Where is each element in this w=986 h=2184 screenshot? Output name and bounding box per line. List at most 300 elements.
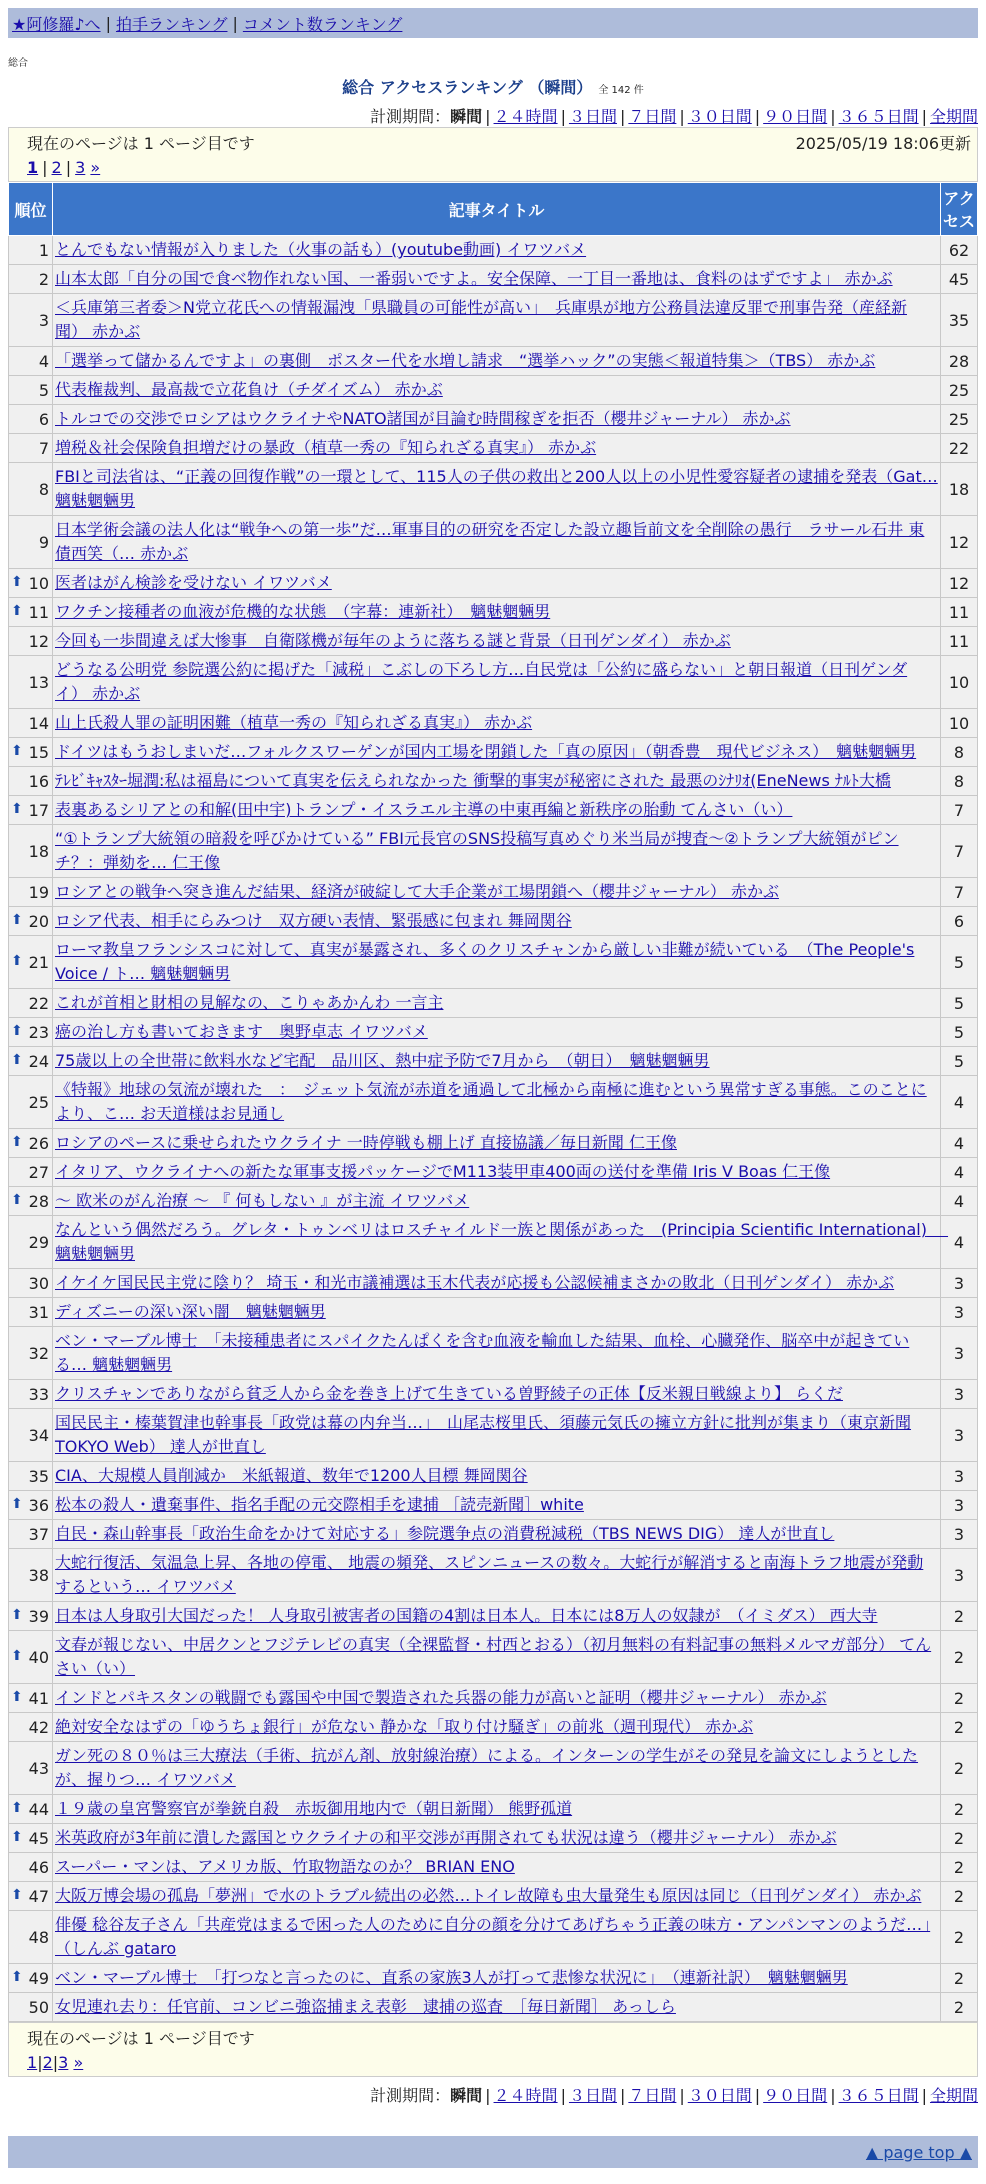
- access-count: 62: [941, 236, 978, 265]
- access-count: 45: [941, 265, 978, 294]
- rank-up-icon: ⬆: [11, 1191, 23, 1208]
- rank-up-icon: ⬆: [11, 911, 23, 928]
- access-count: 3: [941, 1269, 978, 1298]
- table-row: [9, 1269, 978, 1298]
- article-link[interactable]: FBIと司法省は、“正義の回復作戦”の一環として、115人の子供の救出と200人以上の小児性愛容疑者の逮捕を発表（Gat… 魑魅魍魎男: [55, 467, 938, 510]
- table-row: [9, 265, 978, 294]
- current-page-text: 現在のページは 1 ページ目です: [27, 2029, 255, 2048]
- title-header: 記事タイトル: [53, 183, 941, 236]
- article-link[interactable]: 代表権裁判、最高裁で立花負け（チダイズム） 赤かぶ: [55, 380, 443, 399]
- table-row: [9, 1380, 978, 1409]
- period-link-4[interactable]: ９０日間: [763, 2086, 828, 2105]
- period-link-3[interactable]: ３０日間: [687, 2086, 752, 2105]
- footer-bar: [8, 2136, 978, 2168]
- rank-number: 50: [28, 1997, 49, 2017]
- access-count: 11: [941, 598, 978, 627]
- rank-number: 1: [38, 240, 49, 260]
- article-link[interactable]: 《特報》地球の気流が壊れた ： ジェット気流が赤道を通過して北極から南極に進むという異常すぎる事態。このことにより、こ… お天道様はお見通し: [55, 1080, 927, 1123]
- rank-number: 5: [38, 380, 49, 400]
- page-link-3[interactable]: 3: [75, 158, 86, 177]
- article-link[interactable]: ベン・マーブル博士 「打つなと言ったのに、直系の家族3人が打って悲惨な状況に」 （連新社訳） 魑魅魍魎男: [55, 1968, 848, 1987]
- rank-number: 34: [28, 1425, 49, 1445]
- title-cell: [53, 907, 941, 936]
- comment-ranking-link[interactable]: コメント数ランキング: [242, 14, 403, 34]
- period-separator: |: [560, 107, 566, 126]
- article-link[interactable]: ガン死の８０％は三大療法（手術、抗がん剤、放射線治療）による。インターンの学生がその発見を論文にしようとしたが、握りつ… イワツバメ: [55, 1746, 919, 1789]
- article-link[interactable]: どうなる公明党 参院選公約に掲げた「減税」こぶしの下ろし方…自民党は「公約に盛らない」と朝日報道（日刊ゲンダイ） 赤かぶ: [55, 660, 908, 703]
- rank-number: 12: [28, 631, 49, 651]
- access-count: 3: [941, 1491, 978, 1520]
- period-link-1[interactable]: ３日間: [568, 107, 617, 126]
- table-row: [9, 825, 978, 878]
- rank-up-icon: ⬆: [11, 1495, 23, 1512]
- table-row: [9, 1882, 978, 1911]
- title-cell: [53, 1462, 941, 1491]
- rank-cell: [9, 1327, 53, 1380]
- period-separator: |: [485, 107, 491, 126]
- rank-cell: [9, 376, 53, 405]
- access-count: 5: [941, 936, 978, 989]
- article-link[interactable]: 癌の治し方も書いておきます 奥野卓志 イワツバメ: [55, 1022, 428, 1041]
- table-row: [9, 294, 978, 347]
- access-count: 18: [941, 463, 978, 516]
- article-link[interactable]: イケイケ国民民主党に陰り？ 埼玉・和光市議補選は玉木代表が応援も公認候補まさかの敗北（日刊ゲンダイ） 赤かぶ: [55, 1273, 895, 1292]
- rank-cell: [9, 569, 53, 598]
- rank-cell: [9, 1520, 53, 1549]
- rank-cell: [9, 265, 53, 294]
- access-count: 3: [941, 1327, 978, 1380]
- article-link[interactable]: CIA、大規模人員削減か 米紙報道、数年で1200人目標 舞岡関谷: [55, 1466, 528, 1485]
- table-row: [9, 1520, 978, 1549]
- period-link-6[interactable]: 全期間: [929, 2086, 978, 2105]
- article-link[interactable]: 大蛇行復活、気温急上昇、各地の停電、 地震の頻発、スピンニュースの数々。大蛇行が解消すると南海トラフ地震が発動するという… イワツバメ: [55, 1553, 924, 1596]
- article-link[interactable]: 表裏あるシリアとの和解(田中宇)トランプ・イスラエル主導の中東再編と新秩序の胎動 てんさい（い）: [55, 800, 793, 819]
- access-count: 2: [941, 1853, 978, 1882]
- section-label: 総合: [8, 58, 28, 69]
- access-header: アクセス: [941, 183, 978, 236]
- access-count: 2: [941, 1911, 978, 1964]
- rank-cell: [9, 1047, 53, 1076]
- rank-number: 6: [38, 409, 49, 429]
- rank-number: 20: [28, 911, 49, 931]
- article-link[interactable]: ディズニーの深い深い闇 魑魅魍魎男: [55, 1302, 326, 1321]
- article-link[interactable]: 女児連れ去り：任官前、コンビニ強盗捕まえ表彰 逮捕の巡査 ［毎日新聞］ あっしら: [55, 1997, 676, 2016]
- page-separator: |: [37, 2053, 43, 2072]
- article-link[interactable]: 山上氏殺人罪の証明困難（植草一秀の『知られざる真実』） 赤かぶ: [55, 713, 533, 732]
- rank-cell: [9, 936, 53, 989]
- page-link-2[interactable]: 2: [51, 158, 62, 177]
- title-cell: [53, 1216, 949, 1269]
- rank-number: 35: [28, 1466, 49, 1486]
- rank-cell: [9, 1187, 53, 1216]
- article-link[interactable]: 松本の殺人・遺棄事件、指名手配の元交際相手を逮捕 ［読売新聞］white: [55, 1495, 584, 1514]
- period-label: 計測期間：: [370, 2086, 451, 2105]
- article-link[interactable]: スーパー・マンは、アメリカ版、竹取物語なのか？ BRIAN ENO: [55, 1857, 515, 1876]
- rank-number: 14: [28, 713, 49, 733]
- title-cell: [53, 825, 941, 878]
- access-count: 5: [941, 1018, 978, 1047]
- rank-cell: [9, 1018, 53, 1047]
- rank-up-icon: ⬆: [11, 1133, 23, 1150]
- page-link-1[interactable]: 1: [27, 158, 39, 177]
- access-count: 12: [941, 516, 978, 569]
- rank-cell: [9, 1742, 53, 1795]
- article-link[interactable]: 米英政府が3年前に潰した露国とウクライナの和平交渉が再開されても状況は違う（櫻井ジャーナル） 赤かぶ: [55, 1828, 837, 1847]
- access-count: 2: [941, 1882, 978, 1911]
- rank-cell: [9, 907, 53, 936]
- rank-up-icon: ⬆: [11, 1968, 23, 1985]
- title-cell: [53, 1520, 941, 1549]
- access-count: 5: [941, 1047, 978, 1076]
- article-link[interactable]: 絶対安全なはずの「ゆうちょ銀行」が危ない 静かな「取り付け騒ぎ」の前兆（週刊現代） 赤かぶ: [55, 1717, 754, 1736]
- current-page-text: 現在のページは 1 ページ目です: [27, 134, 255, 153]
- table-row: [9, 1216, 978, 1269]
- rank-number: 31: [28, 1302, 49, 1322]
- table-row: [9, 1327, 978, 1380]
- rank-up-icon: ⬆: [11, 1051, 23, 1068]
- article-link[interactable]: クリスチャンでありながら貧乏人から金を巻き上げて生きている曽野綾子の正体【反米親日戦線より】 らくだ: [55, 1384, 843, 1403]
- title-cell: [53, 1742, 941, 1795]
- period-link-2[interactable]: ７日間: [628, 2086, 677, 2105]
- title-cell: [53, 989, 941, 1018]
- rank-number: 33: [28, 1384, 49, 1404]
- title-cell: [53, 434, 941, 463]
- period-link-3[interactable]: ３０日間: [687, 107, 752, 126]
- title-cell: [53, 1187, 941, 1216]
- title-cell: [53, 1713, 941, 1742]
- access-count: 4: [941, 1129, 978, 1158]
- next-page-link[interactable]: »: [90, 158, 101, 177]
- period-separator: |: [754, 2086, 761, 2105]
- rank-number: 8: [38, 479, 49, 499]
- table-row: [9, 656, 978, 709]
- article-link[interactable]: ﾃﾚﾋﾞｷｬｽﾀｰ堀潤:私は福島について真実を伝えられなかった 衝撃的事実が秘密にされた 最悪のｼﾅﾘｵ(EneNews ﾅﾙﾄ大橋: [55, 771, 891, 790]
- rank-number: 3: [38, 310, 49, 330]
- access-count: 25: [941, 376, 978, 405]
- rank-number: 37: [28, 1524, 49, 1544]
- rank-up-icon: ⬆: [11, 1022, 23, 1039]
- rank-up-icon: ⬆: [11, 800, 23, 817]
- period-separator: |: [679, 2086, 685, 2105]
- rank-cell: [9, 1491, 53, 1520]
- period-separator: |: [619, 107, 626, 126]
- title-cell: [53, 1795, 941, 1824]
- title-cell: [53, 1076, 941, 1129]
- rank-number: 44: [28, 1799, 49, 1819]
- article-link[interactable]: これが首相と財相の見解なの、こりゃあかんわ 一言主: [55, 993, 444, 1012]
- rank-header: 順位: [9, 183, 53, 236]
- article-link[interactable]: 「選挙って儲かるんですよ」の裏側 ポスター代を水増し請求 “選挙ハック”の実態＜報道特集＞（TBS） 赤かぶ: [55, 351, 876, 370]
- rank-cell: [9, 1129, 53, 1158]
- access-count: 7: [941, 878, 978, 907]
- updated-time: 2025/05/19 18:06更新: [795, 134, 971, 153]
- table-row: [9, 516, 978, 569]
- clap-ranking-link[interactable]: 拍手ランキング: [115, 14, 228, 34]
- rank-up-icon: ⬆: [11, 1828, 23, 1845]
- page-top-link[interactable]: ▲ page top ▲: [865, 2142, 972, 2162]
- access-count: 7: [941, 825, 978, 878]
- access-count: 2: [941, 1824, 978, 1853]
- table-row: [9, 1298, 978, 1327]
- table-row: [9, 1911, 978, 1964]
- table-row: [9, 236, 978, 265]
- rank-number: 28: [28, 1191, 49, 1211]
- rank-cell: [9, 434, 53, 463]
- period-separator: |: [830, 107, 836, 126]
- page-links: [27, 158, 971, 177]
- title-cell: [53, 1129, 941, 1158]
- access-count: 25: [941, 405, 978, 434]
- article-link[interactable]: ワクチン接種者の血液が危機的な状態 （字幕：連新社） 魑魅魍魎男: [55, 602, 551, 621]
- page-separator: |: [52, 2053, 59, 2072]
- title-cell: [53, 1824, 941, 1853]
- rank-up-icon: ⬆: [11, 1647, 23, 1664]
- rank-cell: [9, 1911, 53, 1964]
- article-link[interactable]: なんという偶然だろう。グレタ・トゥンベリはロスチャイルド一族と関係があった (Principia Scientific International) 魑魅魍魎男: [55, 1220, 949, 1263]
- top-nav-bar: [8, 8, 978, 38]
- table-row: [9, 1158, 978, 1187]
- page-link-1[interactable]: 1: [27, 2053, 38, 2072]
- title-cell: [53, 1380, 941, 1409]
- rank-number: 15: [28, 742, 49, 762]
- period-separator: |: [679, 107, 685, 126]
- rank-number: 17: [28, 800, 49, 820]
- period-separator: |: [921, 2086, 927, 2105]
- rank-cell: [9, 1602, 53, 1631]
- article-link[interactable]: ロシアとの戦争へ突き進んだ結果、経済が破綻して大手企業が工場閉鎖へ（櫻井ジャーナル） 赤かぶ: [55, 882, 779, 901]
- rank-cell: [9, 1993, 53, 2022]
- rank-cell: [9, 1076, 53, 1129]
- title-cell: [53, 1684, 941, 1713]
- table-row: [9, 434, 978, 463]
- article-link[interactable]: 山本太郎「自分の国で食べ物作れない国、一番弱いですよ。安全保障、一丁目一番地は、食料のはずですよ」 赤かぶ: [55, 269, 893, 288]
- rank-number: 29: [28, 1232, 49, 1252]
- rank-number: 4: [38, 351, 49, 371]
- title-cell: [53, 1964, 941, 1993]
- article-link[interactable]: 日本学術会議の法人化は“戦争への第一歩”だ…軍事目的の研究を否定した設立趣旨前文を全削除の愚行 ラサール石井 東債西笑（… 赤かぶ: [55, 520, 925, 563]
- title-cell: [53, 1158, 941, 1187]
- title-cell: [53, 878, 941, 907]
- period-link-6[interactable]: 全期間: [929, 107, 978, 126]
- title-cell: [53, 569, 941, 598]
- table-row: [9, 709, 978, 738]
- article-link[interactable]: ドイツはもうおしまいだ…フォルクスワーゲンが国内工場を閉鎖した「真の原因」（朝香豊 現代ビジネス） 魑魅魍魎男: [55, 742, 917, 761]
- article-link[interactable]: ＜兵庫第三者委＞N党立花氏への情報漏洩「県職員の可能性が高い」 兵庫県が地方公務員法違反罪で刑事告発（産経新聞） 赤かぶ: [55, 298, 907, 341]
- pager-bottom: [8, 2022, 978, 2077]
- rank-cell: [9, 1853, 53, 1882]
- access-count: 22: [941, 434, 978, 463]
- rank-number: 32: [28, 1343, 49, 1363]
- access-count: 2: [941, 1742, 978, 1795]
- rank-number: 25: [28, 1092, 49, 1112]
- table-row: [9, 1409, 978, 1462]
- table-row: [9, 1713, 978, 1742]
- title-cell: [53, 405, 941, 434]
- period-link-2[interactable]: ７日間: [628, 107, 677, 126]
- article-link[interactable]: ロシアのペースに乗せられたウクライナ 一時停戦も棚上げ 直接協議／毎日新聞 仁王像: [55, 1133, 677, 1152]
- access-count: 2: [941, 1993, 978, 2022]
- table-row: [9, 1964, 978, 1993]
- rank-cell: [9, 347, 53, 376]
- rank-cell: [9, 294, 53, 347]
- access-count: 35: [941, 294, 978, 347]
- rank-up-icon: ⬆: [11, 742, 23, 759]
- title-cell: [53, 1269, 941, 1298]
- access-count: 4: [941, 1076, 978, 1129]
- access-count: 4: [941, 1216, 978, 1269]
- access-count: 2: [941, 1964, 978, 1993]
- rank-number: 49: [28, 1968, 49, 1988]
- rank-up-icon: ⬆: [11, 602, 23, 619]
- title-cell: [53, 1491, 941, 1520]
- next-page-link[interactable]: »: [73, 2053, 84, 2072]
- table-row: [9, 767, 978, 796]
- rank-number: 30: [28, 1273, 49, 1293]
- rank-up-icon: ⬆: [11, 1606, 23, 1623]
- article-link[interactable]: イタリア、ウクライナへの新たな軍事支援パッケージでM113装甲車400両の送付を準備 Iris V Boas 仁王像: [55, 1162, 831, 1181]
- table-row: [9, 376, 978, 405]
- rank-up-icon: ⬆: [11, 952, 23, 969]
- article-link[interactable]: 増税＆社会保険負担増だけの暴政（植草一秀の『知られざる真実』） 赤かぶ: [55, 438, 597, 457]
- period-label: 計測期間：: [370, 107, 451, 126]
- rank-cell: [9, 1684, 53, 1713]
- rank-number: 38: [28, 1565, 49, 1585]
- rank-cell: [9, 656, 53, 709]
- article-link[interactable]: 自民・森山幹事長「政治生命をかけて対応する」参院選争点の消費税減税（TBS NEWS DIG） 達人が世直し: [55, 1524, 835, 1543]
- rank-number: 2: [38, 269, 49, 289]
- article-link[interactable]: 医者はがん検診を受けない イワツバメ: [55, 573, 332, 592]
- rank-cell: [9, 1713, 53, 1742]
- rank-number: 39: [28, 1606, 49, 1626]
- period-separator: |: [619, 2086, 626, 2105]
- rank-number: 45: [28, 1828, 49, 1848]
- rank-number: 19: [28, 882, 49, 902]
- article-link[interactable]: ロシア代表、相手にらみつけ 双方硬い表情、緊張感に包まれ 舞岡関谷: [55, 911, 572, 930]
- page-link-3[interactable]: 3: [58, 2053, 69, 2072]
- table-row: [9, 1684, 978, 1713]
- rank-cell: [9, 1298, 53, 1327]
- article-link[interactable]: 日本は人身取引大国だった！ 人身取引被害者の国籍の4割は日本人。日本には8万人の奴隷が （イミダス） 西大寺: [55, 1606, 878, 1625]
- article-link[interactable]: トルコでの交渉でロシアはウクライナやNATO諸国が目論む時間稼ぎを拒否（櫻井ジャーナル） 赤かぶ: [55, 409, 791, 428]
- title-cell: [53, 516, 941, 569]
- access-count: 11: [941, 627, 978, 656]
- rank-number: 41: [28, 1688, 49, 1708]
- table-row: [9, 738, 978, 767]
- title-cell: [53, 598, 941, 627]
- rank-up-icon: ⬆: [11, 1886, 23, 1903]
- table-row: [9, 1993, 978, 2022]
- title-cell: [53, 1018, 941, 1047]
- home-link[interactable]: ★阿修羅♪へ: [12, 14, 101, 34]
- access-count: 10: [941, 709, 978, 738]
- rank-number: 46: [28, 1857, 49, 1877]
- table-row: [9, 1631, 978, 1684]
- article-link[interactable]: 国民民主・榛葉賀津也幹事長「政党は幕の内弁当…」 山尾志桜里氏、須藤元気氏の擁立方針に批判が集まり（東京新聞TOKYO Web） 達人が世直し: [55, 1413, 912, 1456]
- table-row: [9, 1129, 978, 1158]
- title-cell: [53, 1993, 941, 2022]
- period-link-1[interactable]: ３日間: [568, 2086, 617, 2105]
- rank-cell: [9, 1158, 53, 1187]
- rank-number: 48: [28, 1927, 49, 1947]
- rank-cell: [9, 236, 53, 265]
- article-link[interactable]: ベン・マーブル博士 「未接種患者にスパイクたんぱくを含む血液を輸血した結果、血栓、心臓発作、脳卒中が起きている… 魑魅魍魎男: [55, 1331, 910, 1374]
- access-count: 3: [941, 1380, 978, 1409]
- page-links: [27, 2053, 971, 2072]
- article-link[interactable]: とんでもない情報が入りました（火事の話も）(youtube動画) イワツバメ: [55, 240, 587, 259]
- rank-number: 7: [38, 438, 49, 458]
- rank-number: 40: [28, 1647, 49, 1667]
- rank-cell: [9, 598, 53, 627]
- period-link-0[interactable]: ２４時間: [493, 107, 558, 126]
- rank-cell: [9, 1964, 53, 1993]
- rank-cell: [9, 709, 53, 738]
- article-link[interactable]: 俳優 稔谷友子さん「共産党はまるで困った人のために自分の顔を分けてあげちゃう正義の味方・アンパンマンのようだ…」（しんぶ gataro: [55, 1915, 931, 1958]
- table-row: [9, 598, 978, 627]
- article-link[interactable]: インドとパキスタンの戦闘でも露国や中国で製造された兵器の能力が高いと証明（櫻井ジャーナル） 赤かぶ: [55, 1688, 827, 1707]
- access-count: 4: [941, 1187, 978, 1216]
- article-link[interactable]: 今回も一歩間違えば大惨事 自衛隊機が毎年のように落ちる謎と背景（日刊ゲンダイ） 赤かぶ: [55, 631, 731, 650]
- article-link[interactable]: ～ 欧米のがん治療 ～ 『 何もしない 』が主流 イワツバメ: [55, 1191, 470, 1210]
- rank-number: 16: [28, 771, 49, 791]
- page-separator: |: [65, 158, 72, 177]
- table-row: [9, 347, 978, 376]
- rank-cell: [9, 767, 53, 796]
- access-count: 2: [941, 1795, 978, 1824]
- title-cell: [53, 656, 941, 709]
- rank-cell: [9, 796, 53, 825]
- access-count: 8: [941, 767, 978, 796]
- rank-cell: [9, 1380, 53, 1409]
- rank-number: 43: [28, 1758, 49, 1778]
- table-row: [9, 1187, 978, 1216]
- article-link[interactable]: 文春が報じない、中居クンとフジテレビの真実（全裸監督・村西とおる）（初月無料の有料記事の無料メルマガ部分） てんさい（い）: [55, 1635, 932, 1678]
- period-link-5[interactable]: ３６５日間: [838, 2086, 919, 2105]
- rank-number: 10: [28, 573, 49, 593]
- period-selector-bottom: [8, 2083, 978, 2106]
- page-link-2[interactable]: 2: [42, 2053, 53, 2072]
- table-row: [9, 627, 978, 656]
- article-link[interactable]: １９歳の皇宮警察官が拳銃自殺 赤坂御用地内で（朝日新聞） 熊野孤道: [55, 1799, 573, 1818]
- rank-up-icon: ⬆: [11, 1799, 23, 1816]
- rank-cell: [9, 516, 53, 569]
- access-count: 2: [941, 1631, 978, 1684]
- table-row: [9, 1742, 978, 1795]
- access-count: 10: [941, 656, 978, 709]
- access-count: 3: [941, 1520, 978, 1549]
- title-cell: [53, 294, 941, 347]
- article-link[interactable]: 75歳以上の全世帯に飲料水など宅配 品川区、熱中症予防で7月から （朝日） 魑魅魍魎男: [55, 1051, 710, 1070]
- table-row: [9, 1462, 978, 1491]
- article-link[interactable]: 大阪万博会場の孤島「夢洲」で水のトラブル続出の必然…トイレ故障も虫大量発生も原因は同じ（日刊ゲンダイ） 赤かぶ: [55, 1886, 922, 1905]
- rank-number: 11: [28, 602, 49, 622]
- rank-cell: [9, 1269, 53, 1298]
- title-cell: [53, 1409, 941, 1462]
- access-count: 2: [941, 1602, 978, 1631]
- article-link[interactable]: “①トランプ大統領の暗殺を呼びかけている” FBI元長官のSNS投稿写真めぐり米当局が捜査～②トランプ大統領がピンチ？：弾劾を… 仁王像: [55, 829, 899, 872]
- article-link[interactable]: ローマ教皇フランシスコに対して、真実が暴露され、多くのクリスチャンから厳しい非難が続いている （The People's Voice / ト… 魑魅魍魎男: [55, 940, 915, 983]
- title-cell: [53, 1911, 941, 1964]
- period-link-5[interactable]: ３６５日間: [838, 107, 919, 126]
- access-count: 3: [941, 1298, 978, 1327]
- table-row: [9, 1491, 978, 1520]
- title-cell: [53, 1047, 941, 1076]
- period-link-0[interactable]: ２４時間: [493, 2086, 558, 2105]
- rank-cell: [9, 1631, 53, 1684]
- period-link-4[interactable]: ９０日間: [763, 107, 828, 126]
- table-row: [9, 936, 978, 989]
- rank-number: 36: [28, 1495, 49, 1515]
- title-cell: [53, 236, 941, 265]
